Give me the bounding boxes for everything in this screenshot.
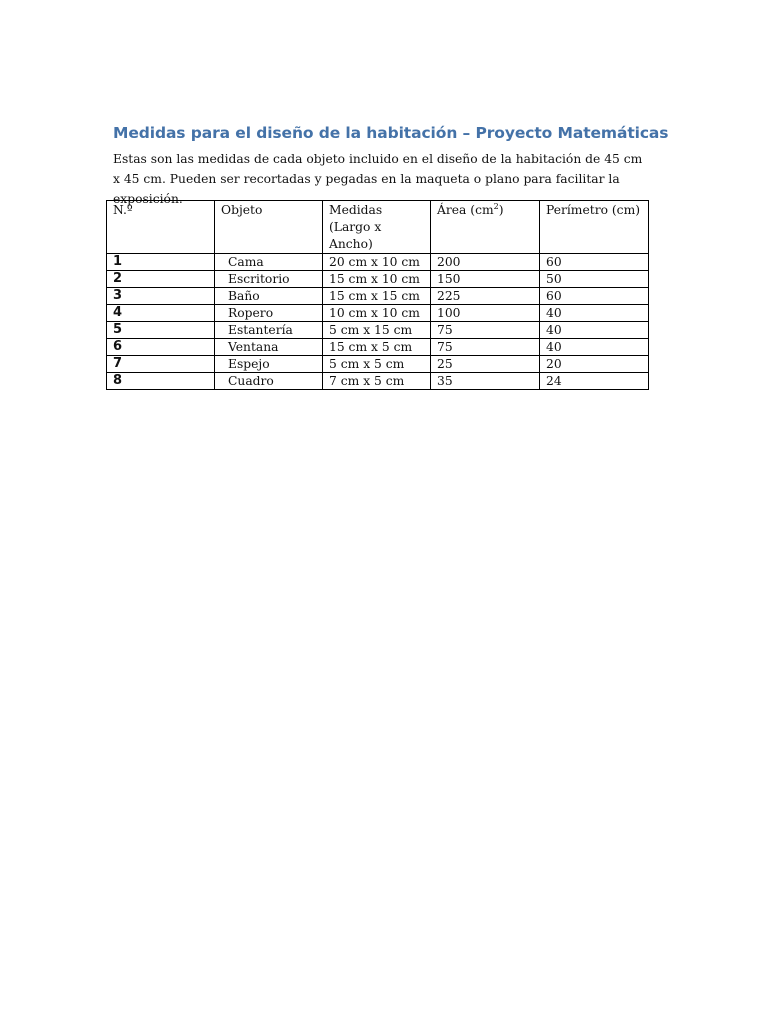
table-row (107, 305, 649, 322)
row-measures: 5 cm x 5 cm (323, 356, 431, 373)
row-measures: 15 cm x 5 cm (323, 339, 431, 356)
row-object: Cuadro (215, 373, 323, 390)
row-object: Ropero (215, 305, 323, 322)
row-measures: 20 cm x 10 cm (323, 254, 431, 271)
header-object: Objeto (215, 201, 323, 254)
header-number: N.º (107, 201, 215, 254)
row-number: 8 (107, 373, 215, 390)
row-object: Ventana (215, 339, 323, 356)
document-title: Medidas para el diseño de la habitación – Proyecto Matemáticas (113, 124, 669, 142)
table-row (107, 356, 649, 373)
row-object: Estantería (215, 322, 323, 339)
row-area: 75 (431, 339, 540, 356)
header-area-superscript: 2 (493, 201, 499, 211)
row-number: 3 (107, 288, 215, 305)
row-perimeter: 40 (540, 322, 649, 339)
row-perimeter: 20 (540, 356, 649, 373)
row-area: 75 (431, 322, 540, 339)
intro-paragraph: Estas son las medidas de cada objeto incluido en el diseño de la habitación de 45 cm x 45 cm. Pueden ser recortadas y pegadas en la maqueta o plano para facilitar la exposición. (113, 152, 643, 206)
row-measures: 7 cm x 5 cm (323, 373, 431, 390)
row-measures: 15 cm x 10 cm (323, 271, 431, 288)
row-number: 6 (107, 339, 215, 356)
measurements-table (106, 200, 649, 390)
table-row (107, 339, 649, 356)
header-area-label: Área (cm (437, 203, 494, 217)
row-area: 200 (431, 254, 540, 271)
row-perimeter: 24 (540, 373, 649, 390)
header-area (431, 201, 540, 254)
row-perimeter: 60 (540, 288, 649, 305)
row-measures: 10 cm x 10 cm (323, 305, 431, 322)
row-area: 25 (431, 356, 540, 373)
table-row (107, 288, 649, 305)
row-number: 7 (107, 356, 215, 373)
row-area: 150 (431, 271, 540, 288)
row-object: Baño (215, 288, 323, 305)
row-number: 4 (107, 305, 215, 322)
row-measures: 5 cm x 15 cm (323, 322, 431, 339)
table-row (107, 254, 649, 271)
row-object: Escritorio (215, 271, 323, 288)
row-number: 1 (107, 254, 215, 271)
table-row (107, 373, 649, 390)
row-area: 100 (431, 305, 540, 322)
row-area: 35 (431, 373, 540, 390)
row-measures: 15 cm x 15 cm (323, 288, 431, 305)
header-perimeter: Perímetro (cm) (540, 201, 649, 254)
header-area-close: ) (498, 203, 504, 217)
row-number: 5 (107, 322, 215, 339)
row-object: Espejo (215, 356, 323, 373)
row-perimeter: 40 (540, 305, 649, 322)
row-number: 2 (107, 271, 215, 288)
row-object: Cama (215, 254, 323, 271)
row-perimeter: 60 (540, 254, 649, 271)
row-area: 225 (431, 288, 540, 305)
table-row (107, 271, 649, 288)
row-perimeter: 40 (540, 339, 649, 356)
row-perimeter: 50 (540, 271, 649, 288)
table-row (107, 322, 649, 339)
header-measures: Medidas (Largo x Ancho) (323, 201, 431, 254)
table-header-row (107, 201, 649, 254)
